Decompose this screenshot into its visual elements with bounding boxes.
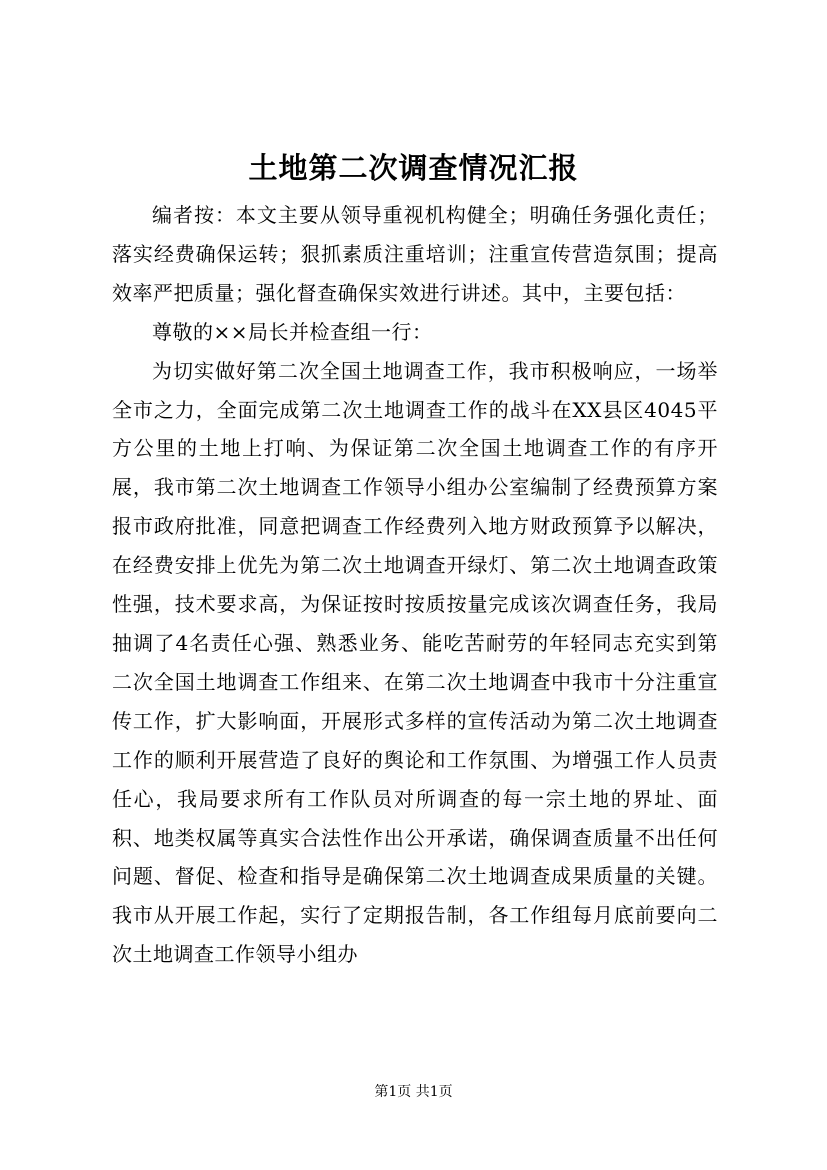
- body-paragraph: 为切实做好第二次全国土地调查工作，我市积极响应，一场举全市之力，全面完成第二次土地调查工作的战斗在XX县区4045平方公里的土地上打响、为保证第二次全国土地调查工作的有序开展，我市第二次土地调查工作领导小组办公室编制了经费预算方案报市政府批准，同意把调查工作经费列入地方财政预算予以解决，在经费安排上优先为第二次土地调查开绿灯、第二次土地调查政策性强，技术要求高，为保证按时按质按量完成该次调查任务，我局抽调了4名责任心强、熟悉业务、能吃苦耐劳的年轻同志充实到第二次全国土地调查工作组来、在第二次土地调查中我市十分注重宣传工作，扩大影响面，开展形式多样的宣传活动为第二次土地调查工作的顺利开展营造了良好的舆论和工作氛围、为增强工作人员责任心，我局要求所有工作队员对所调查的每一宗土地的界址、面积、地类权属等真实合法性作出公开承诺，确保调查质量不出任何问题、督促、检查和指导是确保第二次土地调查成果质量的关键。我市从开展工作起，实行了定期报告制，各工作组每月底前要向二次土地调查工作领导小组办: [112, 358, 718, 967]
- document-body: [112, 196, 718, 974]
- document-title: 土地第二次调查情况汇报: [248, 151, 579, 185]
- editor-note-paragraph: 编者按：本文主要从领导重视机构健全；明确任务强化责任；落实经费确保运转；狠抓素质注重培训；注重宣传营造氛围；提高效率严把质量；强化督查确保实效进行讲述。其中，主要包括：: [112, 203, 718, 305]
- page-number-footer: 第1页 共1页: [374, 1084, 453, 1100]
- salutation-paragraph: 尊敬的××局长并检查组一行：: [152, 319, 433, 344]
